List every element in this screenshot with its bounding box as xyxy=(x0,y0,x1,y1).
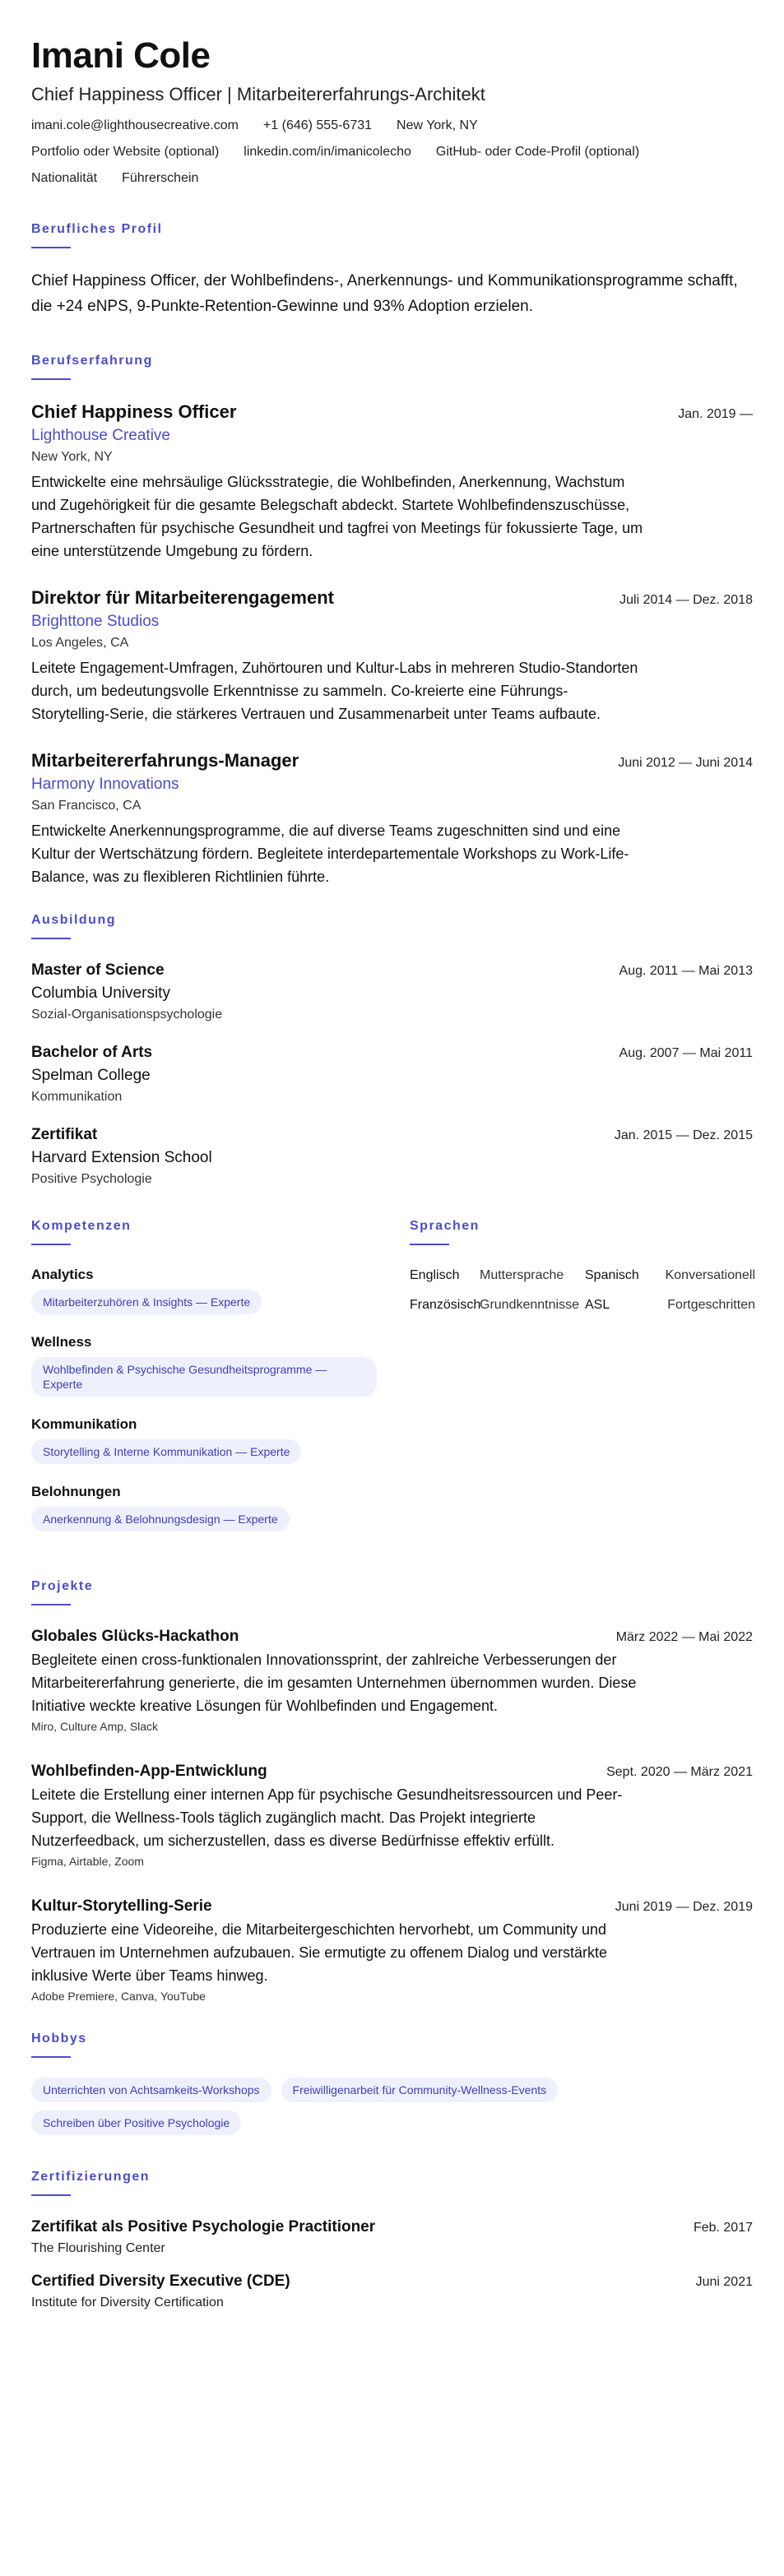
project-entry xyxy=(31,1895,753,2005)
certification-issuer: Institute for Diversity Certification xyxy=(31,2296,224,2310)
contact-row-personal xyxy=(31,169,753,188)
education-entry xyxy=(31,1041,753,1107)
language-level: Konversationell xyxy=(665,1268,755,1282)
job-description: Entwickelte Anerkennungsprogramme, die auf diverse Teams zugeschnitten sind und eine Kultur der Wertschätzung fördern. Begleitete interdepartementale Workshops zu Work-Life-Balance, was zu flexibleren Richtlinien führte. xyxy=(31,822,629,885)
job-date: Juni 2012 — Juni 2014 xyxy=(618,756,753,770)
resume-header xyxy=(31,35,753,188)
project-description: Leitete die Erstellung einer internen App für psychische Gesundheitsressourcen und Peer-Support, die Wellness-Tools täglich zugänglich macht. Das Projekt integrierte Nutzerfeedback, um sicherzustellen, dass es diverse Bedürfnisse effektiv erfüllt. xyxy=(31,1786,623,1849)
language-level: Muttersprache xyxy=(480,1268,564,1282)
certification-entry xyxy=(31,2216,753,2259)
study-field: Kommunikation xyxy=(31,1090,123,1104)
company-name: Harmony Innovations xyxy=(31,776,179,793)
job-title: Direktor für Mitarbeiterengagement xyxy=(31,587,334,608)
project-tools: Miro, Culture Amp, Slack xyxy=(31,1720,159,1733)
job-title: Mitarbeitererfahrungs-Manager xyxy=(31,750,299,771)
study-field: Positive Psychologie xyxy=(31,1172,152,1186)
language-name: ASL xyxy=(585,1298,610,1312)
contact-row-primary xyxy=(31,117,753,135)
job-location: Los Angeles, CA xyxy=(31,636,129,650)
contact-email[interactable]: imani.cole@lighthousecreative.com xyxy=(31,118,239,132)
education-section xyxy=(31,911,753,1189)
section-divider xyxy=(31,2056,71,2058)
section-title-experience: Berufserfahrung xyxy=(31,354,153,368)
job-description: Entwickelte eine mehrsäulige Glücksstrategie, die Wohlbefinden, Anerkennung, Wachstum und Zugehörigkeit für die gesamte Belegschaft abdeckt. Startete Wohlbefindenszuschüsse, Partnerschaften für psychische Gesundheit und tagfrei von Meetings für fokussierte Tage, um eine unterstützende Umgebung zu fördern. xyxy=(31,474,643,559)
contact-location: New York, NY xyxy=(397,118,478,132)
company-name: Lighthouse Creative xyxy=(31,427,170,444)
section-divider xyxy=(31,938,71,939)
job-title: Chief Happiness Officer xyxy=(31,401,237,422)
project-tools: Adobe Premiere, Canva, YouTube xyxy=(31,1990,206,2003)
job-date: Juli 2014 — Dez. 2018 xyxy=(619,593,753,607)
section-title-profile: Berufliches Profil xyxy=(31,222,163,236)
school-name: Harvard Extension School xyxy=(31,1149,212,1166)
job-date: Jan. 2019 — xyxy=(678,407,753,421)
certification-name: Zertifikat als Positive Psychologie Practitioner xyxy=(31,2218,376,2235)
section-title-hobbies: Hobbys xyxy=(31,2032,87,2046)
job-description: Leitete Engagement-Umfragen, Zuhörtouren und Kultur-Labs in mehreren Studio-Standorten durch, um bedeutungsvolle Erkenntnisse zu sammeln. Co-kreierte eine Führungs-Storytelling-Serie, die stärkeres Vertrauen und Zusammenarbeit unter Teams aufbaute. xyxy=(31,660,638,722)
language-level: Grundkenntnisse xyxy=(480,1298,579,1312)
education-date: Aug. 2011 — Mai 2013 xyxy=(619,964,753,978)
experience-entry xyxy=(31,748,753,888)
certification-date: Juni 2021 xyxy=(695,2275,753,2289)
project-name: Wohlbefinden-App-Entwicklung xyxy=(31,1763,267,1780)
section-title-education: Ausbildung xyxy=(31,913,116,927)
degree-name: Bachelor of Arts xyxy=(31,1044,153,1061)
degree-name: Master of Science xyxy=(31,961,165,979)
contact-phone[interactable]: +1 (646) 555-6731 xyxy=(262,118,373,132)
certification-entry xyxy=(31,2270,753,2313)
certification-name: Certified Diversity Executive (CDE) xyxy=(31,2273,290,2290)
skill-pill: Anerkennung & Belohnungsdesign — Experte xyxy=(31,1507,290,1531)
profile-summary: Chief Happiness Officer, der Wohlbefindens-, Anerkennungs- und Kommunikationsprogramme schafft, die +24 eNPS, 9-Punkte-Retention-Gewinne und 93% Adoption erzielen. xyxy=(31,272,738,315)
profile-section xyxy=(31,220,753,319)
skill-group xyxy=(31,1265,377,1314)
project-date: Sept. 2020 — März 2021 xyxy=(606,1765,753,1779)
education-date: Aug. 2007 — Mai 2011 xyxy=(619,1046,753,1060)
contact-row-links xyxy=(31,143,753,161)
skill-pill: Storytelling & Interne Kommunikation — Experte xyxy=(31,1439,301,1464)
contact-nationality: Nationalität xyxy=(31,171,98,185)
job-location: New York, NY xyxy=(31,450,113,464)
section-divider xyxy=(31,2194,71,2196)
section-divider xyxy=(31,1604,71,1605)
section-divider xyxy=(31,247,71,248)
section-divider xyxy=(31,1244,71,1245)
degree-name: Zertifikat xyxy=(31,1126,98,1143)
candidate-headline: Chief Happiness Officer | Mitarbeitererfahrungs-Architekt xyxy=(31,84,485,104)
language-name: Englisch xyxy=(410,1268,460,1282)
skills-languages-block xyxy=(31,1217,753,1550)
project-name: Globales Glücks-Hackathon xyxy=(31,1628,239,1645)
projects-section xyxy=(31,1578,753,2005)
hobbies-section xyxy=(31,2030,753,2135)
section-title-languages: Sprachen xyxy=(410,1219,480,1233)
language-row xyxy=(410,1295,755,1316)
skill-pill: Mitarbeiterzuhören & Insights — Experte xyxy=(31,1290,262,1314)
skill-group xyxy=(31,1415,377,1464)
language-level: Fortgeschritten xyxy=(667,1298,755,1312)
project-date: Juni 2019 — Dez. 2019 xyxy=(615,1900,753,1914)
job-location: San Francisco, CA xyxy=(31,799,141,813)
skill-category: Wellness xyxy=(31,1334,92,1350)
skill-pill: Wohlbefinden & Psychische Gesundheitsprogramme — Experte xyxy=(31,1357,377,1397)
contact-github[interactable]: GitHub- oder Code-Profil (optional) xyxy=(435,145,640,159)
education-entry xyxy=(31,1124,753,1189)
company-name: Brighttone Studios xyxy=(31,613,160,630)
candidate-name: Imani Cole xyxy=(31,35,211,76)
project-description: Begleitete einen cross-funktionalen Innovationssprint, der zahlreiche Verbesserungen der Mitarbeitererfahrung generierte, die im gesamten Unternehmen übernommen wurden. Diese Initiative weckte kreative Lösungen für Wohlbefinden und Engagement. xyxy=(31,1652,637,1714)
project-tools: Figma, Airtable, Zoom xyxy=(31,1855,144,1868)
hobby-pill: Schreiben über Positive Psychologie xyxy=(31,2110,241,2135)
section-title-projects: Projekte xyxy=(31,1579,94,1593)
experience-entry xyxy=(31,400,753,563)
contact-linkedin[interactable]: linkedin.com/in/imanicolecho xyxy=(244,145,411,159)
education-date: Jan. 2015 — Dez. 2015 xyxy=(614,1128,753,1142)
school-name: Spelman College xyxy=(31,1067,151,1084)
project-name: Kultur-Storytelling-Serie xyxy=(31,1897,212,1915)
skill-group xyxy=(31,1482,377,1531)
language-name: Französisch xyxy=(410,1298,481,1312)
skill-category: Analytics xyxy=(31,1267,94,1282)
experience-entry xyxy=(31,586,753,725)
language-row xyxy=(410,1265,755,1286)
school-name: Columbia University xyxy=(31,985,170,1002)
contact-license: Führerschein xyxy=(122,171,199,185)
project-entry xyxy=(31,1760,753,1870)
section-divider xyxy=(31,378,71,380)
hobby-pill: Freiwilligenarbeit für Community-Wellness-Events xyxy=(281,2078,559,2102)
experience-section xyxy=(31,352,753,888)
language-name: Spanisch xyxy=(585,1268,639,1282)
hobby-pill: Unterrichten von Achtsamkeits-Workshops xyxy=(31,2078,271,2102)
hobby-list xyxy=(31,2078,656,2135)
certification-issuer: The Flourishing Center xyxy=(31,2241,165,2255)
skill-category: Belohnungen xyxy=(31,1484,121,1499)
project-entry xyxy=(31,1625,753,1735)
education-entry xyxy=(31,959,753,1025)
skills-section xyxy=(31,1217,377,1550)
skill-category: Kommunikation xyxy=(31,1416,137,1432)
project-description: Produzierte eine Videoreihe, die Mitarbeitergeschichten hervorhebt, um Community und Vertrauen im Unternehmen aufzubauen. Sie ermutigte zu offenem Dialog und verstärkte inklusive Werte über Teams hinweg. xyxy=(31,1921,608,1984)
project-date: März 2022 — Mai 2022 xyxy=(615,1630,753,1644)
section-title-certifications: Zertifizierungen xyxy=(31,2170,151,2184)
skill-group xyxy=(31,1332,377,1397)
section-divider xyxy=(410,1244,449,1245)
section-title-skills: Kompetenzen xyxy=(31,1219,132,1233)
certifications-section xyxy=(31,2168,753,2313)
certification-date: Feb. 2017 xyxy=(693,2221,753,2235)
contact-portfolio[interactable]: Portfolio oder Website (optional) xyxy=(31,145,220,159)
study-field: Sozial-Organisationspsychologie xyxy=(31,1008,223,1022)
languages-section xyxy=(410,1217,755,1550)
